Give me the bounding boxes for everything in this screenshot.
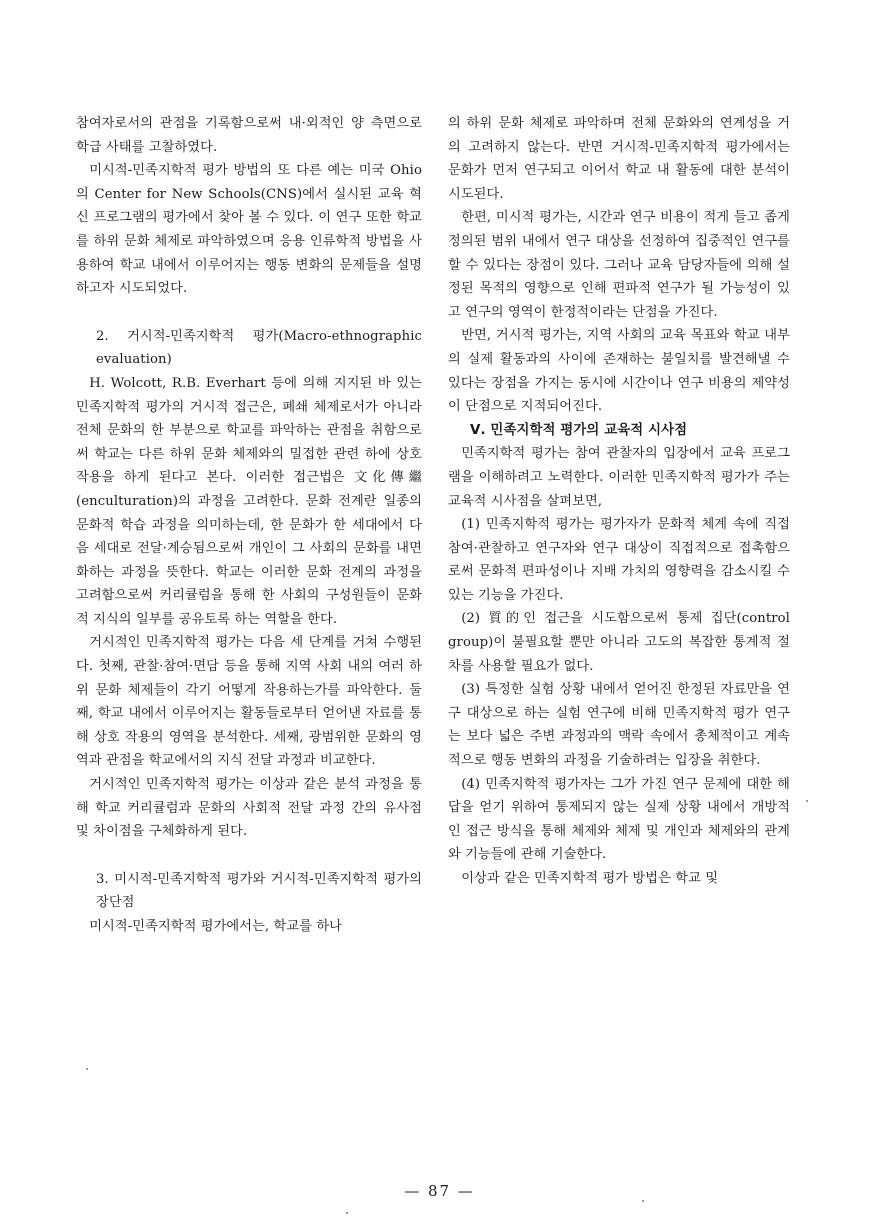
scan-speck <box>346 1212 348 1214</box>
right-column <box>448 112 790 891</box>
paragraph: 참여자로서의 관점을 기록함으로써 내·외적인 양 측면으로 학급 사태를 고찰하였다. <box>76 116 422 155</box>
left-column <box>76 112 422 939</box>
section-heading: 3. 미시적-민족지학적 평가와 거시적-민족지학적 평가의 장단점 <box>96 871 422 911</box>
paragraph: 거시적인 민족지학적 평가는 다음 세 단계를 거쳐 수행된다. 첫째, 관찰·참여·면담 등을 통해 지역 사회 내의 여러 하위 문화 체제들이 각기 어떻게 작용하는가를 파악한다. 둘째, 학교 내에서 이루어지는 활동들로부터 얻어낸 자료를 통해 상호 작용의 영역을 분석한다. 세째, 광범위한 문화의 영역과 관점을 학교에서의 지식 전달 과정과 비교한다. <box>76 635 422 769</box>
chapter-heading: Ⅴ. 민족지학적 평가의 교육적 시사점 <box>470 422 688 438</box>
paragraph: 미시적-민족지학적 평가 방법의 또 다른 예는 미국 Ohio의 Center for New Schools(CNS)에서 실시된 교육 혁신 프로그램의 평가에서 찾아 볼 수 있다. 이 연구 또한 학교를 하위 문화 체제로 파악하였으며 응용 인류학적 방법을 사용하여 학교 내에서 이루어지는 행동 변화의 문제들을 설명하고자 시도되었다. <box>76 163 422 297</box>
paragraph: 미시적-민족지학적 평가에서는, 학교를 하나 <box>89 919 343 934</box>
paragraph: H. Wolcott, R.B. Everhart 등에 의해 지지된 바 있는 민족지학적 평가의 거시적 접근은, 폐쇄 체제로서가 아니라 전체 문화의 한 부분으로 학교를 파악하는 관점을 취함으로써 학교는 다른 하위 문화 체제와의 밀접한 관련 하에 상호 작용을 하게 된다고 본다. 이러한 접근법은 文化傳繼(enculturation)의 과정을 고려한다. 문화 전계란 일종의 문화적 학습 과정을 의미하는데, 한 문화가 한 세대에서 다음 세대로 전달·계승됨으로써 개인이 그 사회의 문화를 내면화하는 과정을 뜻한다. 학교는 이러한 문화 전계의 과정을 고려함으로써 커리큘럼을 통해 한 사회의 구성원들이 문화적 지식의 일부를 공유토록 하는 역할을 한다. <box>76 375 422 627</box>
paragraph: 반면, 거시적 평가는, 지역 사회의 교육 목표와 학교 내부의 실제 활동과의 사이에 존재하는 불일치를 발견해낼 수 있다는 장점을 가지는 동시에 시간이나 연구 비용의 제약성이 단점으로 지적되어진다. <box>448 328 790 415</box>
section-3 <box>76 868 422 915</box>
paragraph: (3) 특정한 실험 상황 내에서 얻어진 한정된 자료만을 연구 대상으로 하는 실험 연구에 비해 민족지학적 평가 연구는 보다 넓은 주변 과정과의 맥락 속에서 총체적이고 계속적으로 행동 변화의 과정을 기술하려는 입장을 취한다. <box>448 682 790 769</box>
section-heading: 2. 거시적-민족지학적 평가(Macro-ethnographic evaluation) <box>96 328 422 368</box>
paragraph: 이상과 같은 민족지학적 평가 방법은 학교 및 <box>461 871 719 886</box>
scan-speck <box>86 1068 88 1070</box>
page-number: — 87 — <box>404 1182 475 1200</box>
section-2 <box>76 325 422 372</box>
scan-speck <box>806 800 808 802</box>
paragraph: 의 하위 문화 체제로 파악하며 전체 문화와의 연계성을 거의 고려하지 않는다. 반면 거시적-민족지학적 평가에서는 문화가 먼저 연구되고 이어서 학교 내 활동에 대한 분석이 시도된다. <box>448 116 790 202</box>
paragraph: (2) 質的인 접근을 시도함으로써 통제 집단(control group)이 불필요할 뿐만 아니라 고도의 복잡한 통계적 절차를 사용할 필요가 없다. <box>448 611 790 674</box>
paragraph: (1) 민족지학적 평가는 평가자가 문화적 체계 속에 직접 참여·관찰하고 연구자와 연구 대상이 직접적으로 접촉함으로써 문화적 편파성이나 지배 가치의 영향력을 감소시킬 수 있는 기능을 가진다. <box>448 517 790 603</box>
paragraph: (4) 민족지학적 평가자는 그가 가진 연구 문제에 대한 해답을 얻기 위하여 통제되지 않는 실제 상황 내에서 개방적인 접근 방식을 통해 체제와 체제 및 개인과 체제와의 관계와 기능들에 관해 기술한다. <box>448 776 790 863</box>
paragraph: 민족지학적 평가는 참여 관찰자의 입장에서 교육 프로그램을 이해하려고 노력한다. 이러한 민족지학적 평가가 주는 교육적 시사점을 살펴보면, <box>448 446 790 509</box>
paragraph: 거시적인 민족지학적 평가는 이상과 같은 분석 과정을 통해 학교 커리큘럼과 문화의 사회적 전달 과정 간의 유사점 및 차이점을 구체화하게 된다. <box>76 777 422 840</box>
paragraph: 한편, 미시적 평가는, 시간과 연구 비용이 적게 들고 좁게 정의된 범위 내에서 연구 대상을 선정하여 집중적인 연구를 할 수 있다는 장점이 있다. 그러나 교육 담당자들에 의해 설정된 목적의 영향으로 인해 편파적 연구가 될 가능성이 있고 연구의 영역이 한정적이라는 단점을 가진다. <box>448 210 790 320</box>
scan-speck <box>642 1200 644 1202</box>
